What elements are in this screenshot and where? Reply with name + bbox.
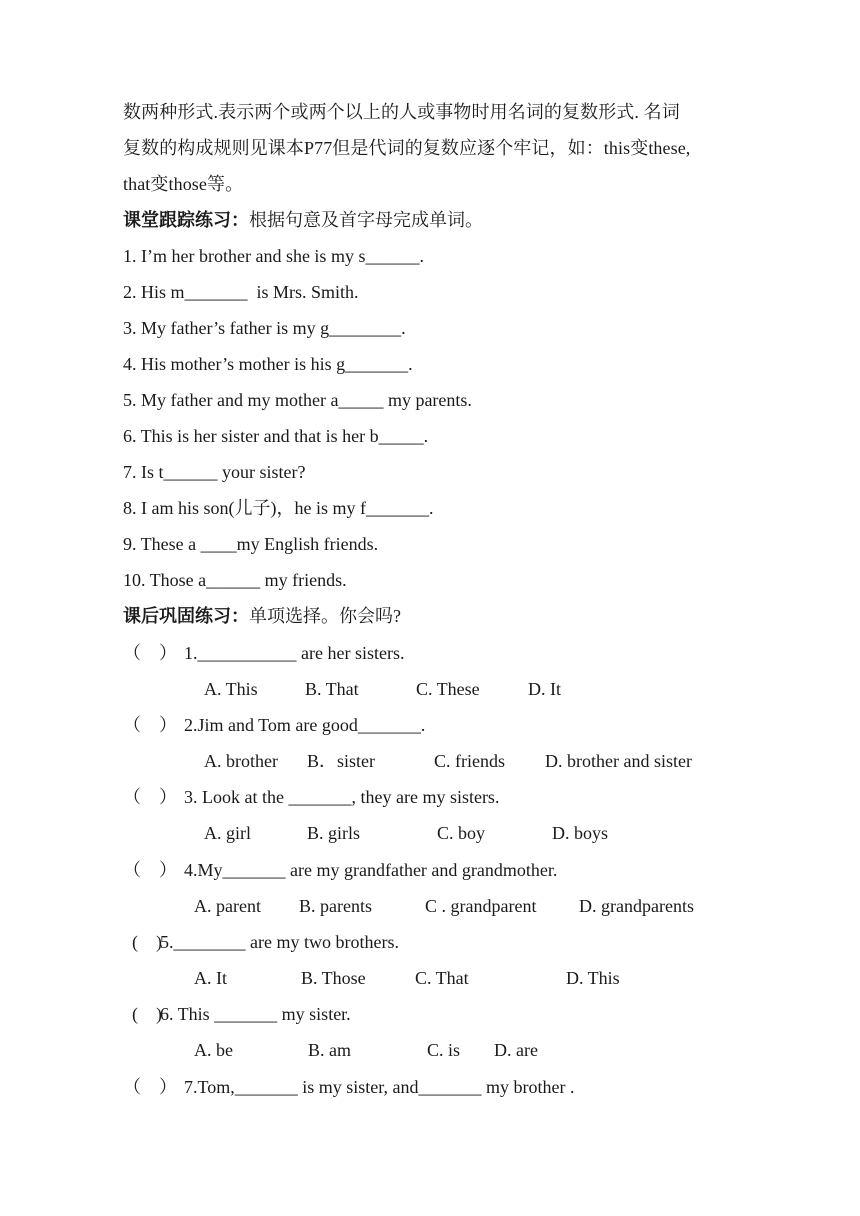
question-stem: 5.________ are my two brothers. — [160, 932, 399, 952]
answer-bracket: ( ) — [132, 1004, 162, 1024]
option-a: A. be — [194, 1040, 233, 1060]
option-d: D. grandparents — [579, 896, 694, 916]
exercise-item: 9. These a ____my English friends. — [123, 534, 379, 554]
option-b: B. parents — [299, 896, 372, 916]
option-c: C. These — [416, 679, 480, 699]
exercise-item: 6. This is her sister and that is her b_____. — [123, 426, 429, 446]
option-d: D. It — [528, 679, 561, 699]
question-stem: 4.My_______ are my grandfather and grandmother. — [184, 860, 558, 880]
intro-line-3: that变those等。 — [123, 174, 244, 194]
question-stem: 6. This _______ my sister. — [160, 1004, 351, 1024]
intro-line-2: 复数的构成规则见课本P77但是代词的复数应逐个牢记，如：this变these, — [123, 138, 691, 158]
option-a: A. brother — [204, 751, 278, 771]
answer-bracket: （ ） — [123, 1077, 177, 1097]
option-c: C . grandparent — [425, 896, 537, 916]
option-a: A. This — [204, 679, 258, 699]
classroom-section-heading — [123, 208, 483, 232]
answer-bracket: （ ） — [123, 787, 177, 807]
homework-section-label: 课后巩固练习： — [123, 606, 249, 626]
homework-section-heading — [123, 604, 401, 628]
exercise-item: 1. I’m her brother and she is my s______. — [123, 246, 424, 266]
exercise-item: 4. His mother’s mother is his g_______. — [123, 354, 413, 374]
option-d: D. are — [494, 1040, 538, 1060]
answer-bracket: ( ) — [132, 932, 162, 952]
exercise-item: 5. My father and my mother a_____ my parents. — [123, 390, 472, 410]
option-b: B. Those — [301, 968, 366, 988]
option-b: B. am — [308, 1040, 351, 1060]
question-stem: 2.Jim and Tom are good_______. — [184, 715, 426, 735]
option-a: A. It — [194, 968, 227, 988]
option-c: C. boy — [437, 823, 486, 843]
answer-bracket: （ ） — [123, 860, 177, 880]
exercise-item: 3. My father’s father is my g________. — [123, 318, 406, 338]
exercise-item: 8. I am his son(儿子)，he is my f_______. — [123, 498, 434, 518]
option-b: B. girls — [307, 823, 361, 843]
option-d: D. brother and sister — [545, 751, 692, 771]
question-stem: 3. Look at the _______, they are my sisters. — [184, 787, 500, 807]
option-d: D. boys — [552, 823, 609, 843]
classroom-section-instruction: 根据句意及首字母完成单词。 — [249, 210, 483, 230]
question-stem: 1.___________ are her sisters. — [184, 643, 405, 663]
homework-section-instruction: 单项选择。你会吗? — [249, 606, 401, 626]
option-c: C. friends — [434, 751, 505, 771]
question-stem: 7.Tom,_______ is my sister, and_______ my brother . — [184, 1077, 575, 1097]
exercise-item: 2. His m_______ is Mrs. Smith. — [123, 282, 359, 302]
option-a: A. girl — [204, 823, 251, 843]
answer-bracket: （ ） — [123, 715, 177, 735]
intro-line-1: 数两种形式.表示两个或两个以上的人或事物时用名词的复数形式. 名词 — [123, 102, 680, 122]
option-b: B．sister — [307, 751, 376, 771]
answer-bracket: （ ） — [123, 643, 177, 663]
classroom-section-label: 课堂跟踪练习： — [123, 210, 249, 230]
option-a: A. parent — [194, 896, 261, 916]
option-d: D. This — [566, 968, 620, 988]
exercise-item: 7. Is t______ your sister? — [123, 462, 306, 482]
option-c: C. That — [415, 968, 469, 988]
exercise-item: 10. Those a______ my friends. — [123, 570, 347, 590]
option-c: C. is — [427, 1040, 461, 1060]
option-b: B. That — [305, 679, 359, 699]
